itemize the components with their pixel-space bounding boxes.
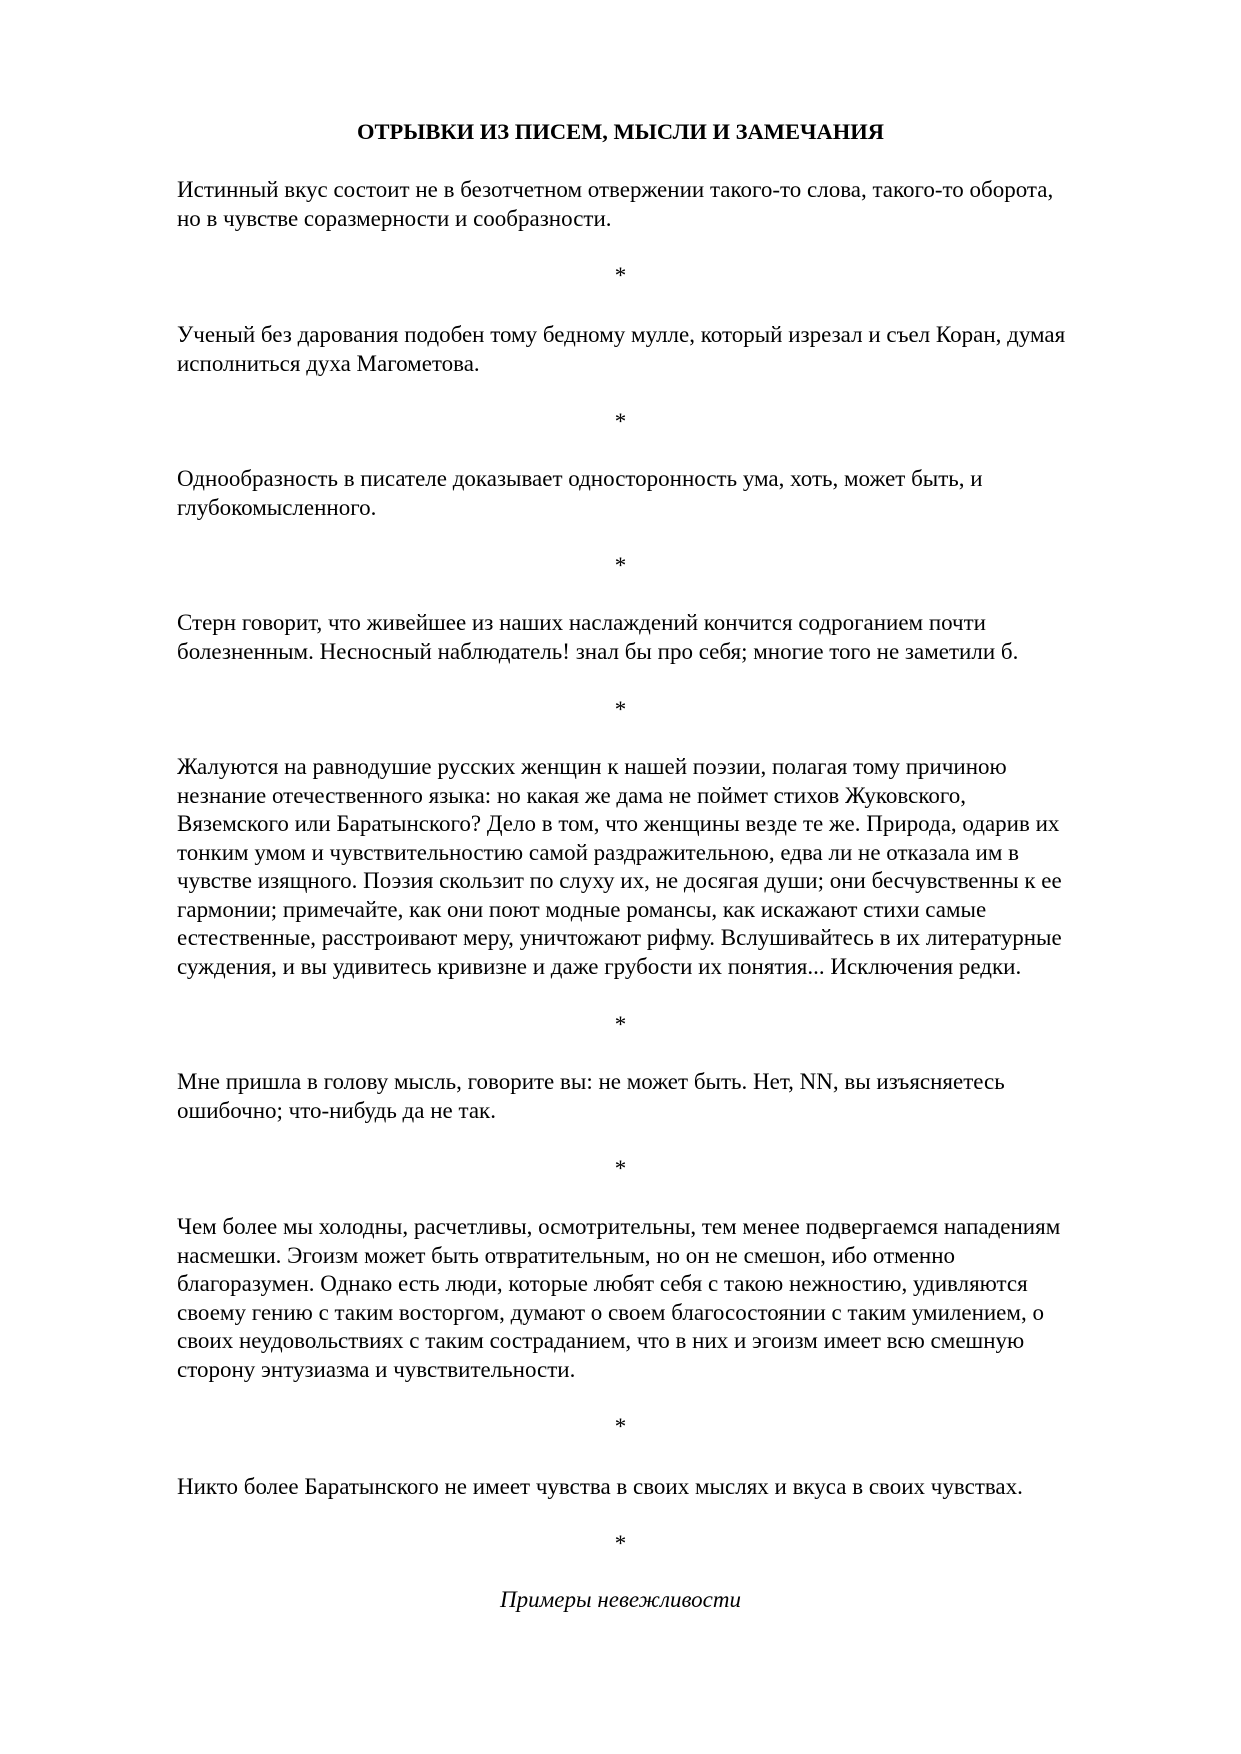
section-separator: * — [614, 1012, 627, 1037]
paragraph-line: естественные, расстроивают меру, уничтожают рифму. Вслушивайтесь в их литературные — [177, 925, 1062, 950]
section-separator: * — [614, 697, 627, 722]
paragraph-line: сторону энтузиазма и чувствительности. — [177, 1356, 576, 1382]
paragraph-3 — [177, 465, 1167, 522]
section-subtitle: Примеры невежливости — [500, 1587, 741, 1612]
paragraph-line: Вяземского или Баратынского? Дело в том, что женщины везде те же. Природа, одарив их — [177, 811, 1060, 836]
paragraph-line: Чем более мы холодны, расчетливы, осмотрительны, тем менее подвергаемся нападениям — [177, 1214, 1061, 1239]
paragraph-line: незнание отечественного языка: но какая же дама не поймет стихов Жуковского, — [177, 782, 966, 808]
section-separator: * — [614, 1531, 627, 1556]
section-separator: * — [614, 1156, 627, 1181]
paragraph-line: своему гению с таким восторгом, думают о своем благосостоянии с таким умилением, о — [177, 1299, 1044, 1325]
document-title: ОТРЫВКИ ИЗ ПИСЕМ, МЫСЛИ И ЗАМЕЧАНИЯ — [357, 119, 884, 144]
paragraph-line: Никто более Баратынского не имеет чувства в своих мыслях и вкуса в своих чувствах. — [177, 1474, 1023, 1499]
paragraph-2 — [177, 321, 1167, 378]
paragraph-7 — [177, 1213, 1167, 1384]
paragraph-4 — [177, 609, 1167, 666]
paragraph-line: Жалуются на равнодушие русских женщин к нашей поэзии, полагая тому причиною — [177, 754, 1007, 779]
paragraph-line: Мне пришла в голову мысль, говорите вы: не может быть. Нет, NN, вы изъясняетесь — [177, 1069, 1005, 1094]
paragraph-5 — [177, 753, 1167, 981]
paragraph-line: болезненным. Несносный наблюдатель! знал бы про себя; многие того не заметили б. — [177, 638, 1019, 664]
section-separator: * — [614, 553, 627, 578]
paragraph-line: Ученый без дарования подобен тому бедному мулле, который изрезал и съел Коран, думая — [177, 322, 1066, 347]
paragraph-line: Истинный вкус состоит не в безотчетном отвержении такого-то слова, такого-то оборота, — [177, 177, 1054, 202]
paragraph-line: Стерн говорит, что живейшее из наших наслаждений кончится содроганием почти — [177, 610, 986, 635]
paragraph-line: Однообразность в писателе доказывает односторонность ума, хоть, может быть, и — [177, 466, 983, 491]
paragraph-line: насмешки. Эгоизм может быть отвратительным, но он не смешон, ибо отменно — [177, 1242, 956, 1268]
paragraph-line: суждения, и вы удивитесь кривизне и даже грубости их понятия... Исключения редки. — [177, 953, 1022, 979]
paragraph-line: глубокомысленного. — [177, 494, 377, 520]
section-separator: * — [614, 1414, 627, 1439]
paragraph-6 — [177, 1068, 1167, 1125]
paragraph-line: своих неудовольствиях с таким состраданием, что в них и эгоизм имеет всю смешную — [177, 1328, 1025, 1353]
paragraph-8 — [177, 1473, 1167, 1502]
section-separator: * — [614, 263, 627, 288]
paragraph-line: ошибочно; что-нибудь да не так. — [177, 1097, 496, 1123]
paragraph-line: тонким умом и чувствительностию самой раздражительною, едва ли не отказала им в — [177, 839, 1019, 865]
paragraph-line: чувстве изящного. Поэзия скользит по слуху их, не досягая души; они бесчувственны к ее — [177, 868, 1062, 893]
paragraph-line: но в чувстве соразмерности и сообразности. — [177, 205, 612, 231]
paragraph-1 — [177, 176, 1167, 233]
paragraph-line: исполниться духа Магометова. — [177, 350, 480, 376]
paragraph-line: гармонии; примечайте, как они поют модные романсы, как искажают стихи самые — [177, 896, 987, 922]
paragraph-line: благоразумен. Однако есть люди, которые любят себя с такою нежностию, удивляются — [177, 1271, 1028, 1296]
section-separator: * — [614, 409, 627, 434]
